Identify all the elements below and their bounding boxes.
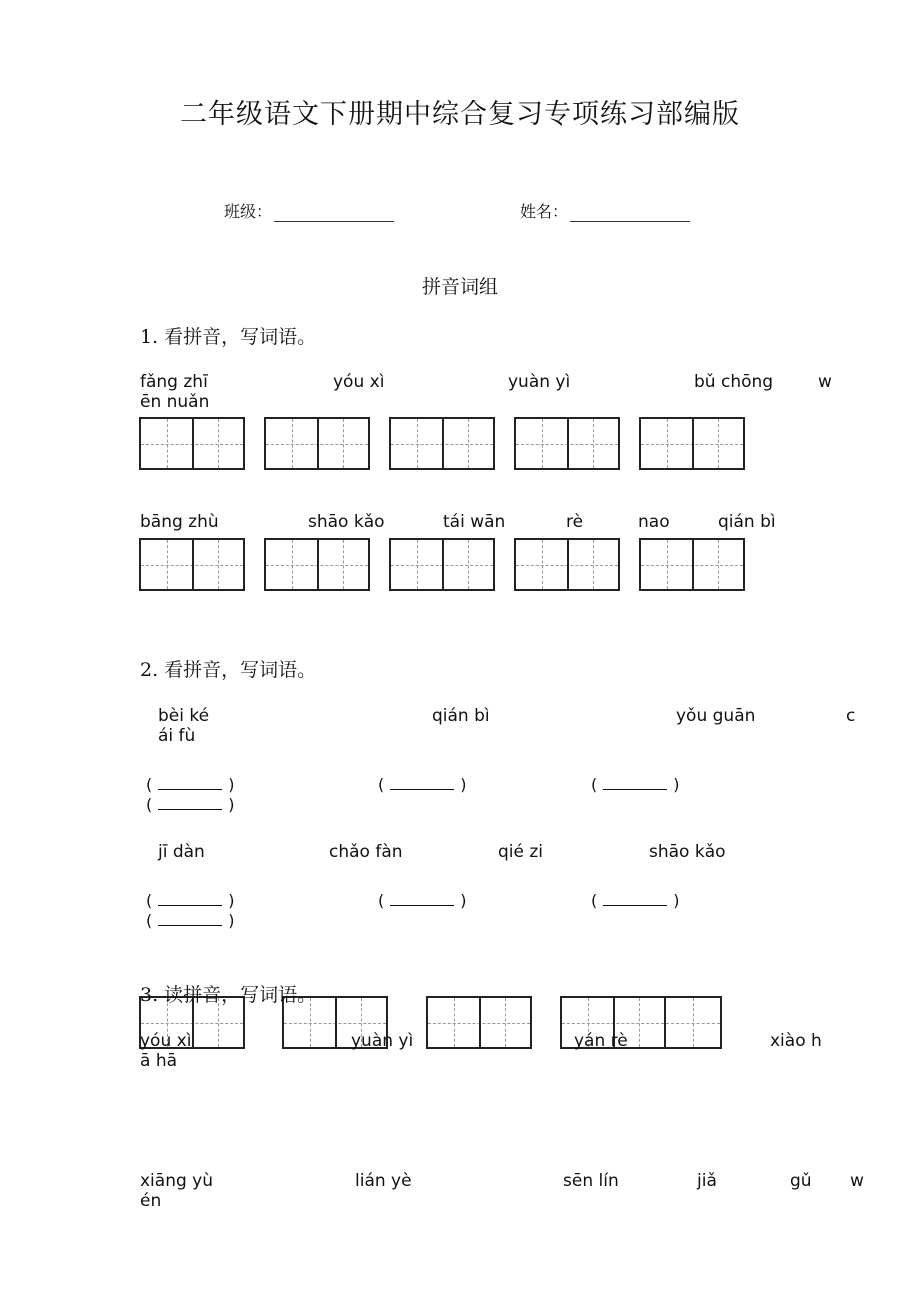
pinyin-item: yóu xì bbox=[333, 372, 385, 392]
pinyin-item: qián bì bbox=[718, 512, 776, 532]
pinyin-item: shāo kǎo bbox=[649, 842, 726, 862]
pinyin-item: rè bbox=[566, 512, 584, 532]
answer-blank[interactable]: ( ) bbox=[146, 911, 235, 930]
section-title: 拼音词组 bbox=[421, 276, 498, 298]
answer-blank[interactable]: ( ) bbox=[591, 775, 680, 794]
page-title: 二年级语文下册期中综合复习专项练习部编版 bbox=[180, 99, 740, 130]
pinyin-item: sēn lín bbox=[563, 1171, 619, 1191]
answer-blank[interactable]: ( ) bbox=[378, 775, 467, 794]
pinyin-wrap-end: ā hā bbox=[140, 1051, 178, 1071]
class-label: 班级： bbox=[224, 202, 273, 221]
pinyin-wrap-start: c bbox=[846, 706, 856, 726]
pinyin-item: chǎo fàn bbox=[329, 842, 403, 862]
class-field bbox=[224, 199, 394, 222]
pinyin-wrap-end: ēn nuǎn bbox=[140, 392, 210, 412]
writing-box[interactable] bbox=[389, 417, 495, 470]
pinyin-item: bǔ chōng bbox=[694, 372, 774, 392]
writing-box-partial[interactable] bbox=[664, 996, 722, 1049]
writing-box[interactable] bbox=[264, 417, 370, 470]
writing-box[interactable] bbox=[389, 538, 495, 591]
pinyin-item: yuàn yì bbox=[351, 1031, 414, 1051]
pinyin-item: qié zi bbox=[498, 842, 544, 862]
pinyin-item: xiāng yù bbox=[140, 1171, 214, 1191]
pinyin-wrap-start: xiào h bbox=[770, 1031, 822, 1051]
pinyin-wrap-end: ái fù bbox=[158, 726, 196, 746]
pinyin-item: tái wān bbox=[443, 512, 506, 532]
pinyin-wrap-start: w bbox=[818, 372, 832, 392]
writing-box[interactable] bbox=[264, 538, 370, 591]
name-label: 姓名： bbox=[520, 202, 569, 221]
q3-heading: 3. 读拼音，写词语。 bbox=[140, 984, 317, 1006]
pinyin-item: bèi ké bbox=[158, 706, 210, 726]
answer-blank[interactable]: ( ) bbox=[146, 775, 235, 794]
answer-blank[interactable]: ( ) bbox=[378, 891, 467, 910]
pinyin-wrap-end: én bbox=[140, 1191, 162, 1211]
pinyin-item: fǎng zhī bbox=[140, 372, 208, 392]
name-field bbox=[520, 199, 690, 222]
answer-blank[interactable]: ( ) bbox=[146, 795, 235, 814]
writing-box[interactable] bbox=[426, 996, 532, 1049]
pinyin-wrap-start: w bbox=[850, 1171, 864, 1191]
pinyin-item: yán rè bbox=[574, 1031, 628, 1051]
pinyin-item: shāo kǎo bbox=[308, 512, 385, 532]
pinyin-item: yǒu guān bbox=[676, 706, 756, 726]
writing-box[interactable] bbox=[514, 417, 620, 470]
pinyin-item: lián yè bbox=[355, 1171, 412, 1191]
q2-heading: 2. 看拼音，写词语。 bbox=[140, 659, 317, 681]
writing-box[interactable] bbox=[139, 538, 245, 591]
pinyin-item: gǔ bbox=[790, 1171, 812, 1191]
q1-heading: 1. 看拼音，写词语。 bbox=[140, 326, 317, 348]
pinyin-item: jī dàn bbox=[158, 842, 205, 862]
writing-box[interactable] bbox=[139, 417, 245, 470]
writing-box[interactable] bbox=[514, 538, 620, 591]
answer-blank[interactable]: ( ) bbox=[591, 891, 680, 910]
writing-box[interactable] bbox=[639, 538, 745, 591]
pinyin-item: yóu xì bbox=[140, 1031, 192, 1051]
pinyin-item: jiǎ bbox=[697, 1171, 717, 1191]
pinyin-item: nao bbox=[638, 512, 670, 532]
class-input-line[interactable] bbox=[274, 205, 394, 222]
answer-blank[interactable]: ( ) bbox=[146, 891, 235, 910]
name-input-line[interactable] bbox=[570, 205, 690, 222]
pinyin-item: bāng zhù bbox=[140, 512, 219, 532]
writing-box[interactable] bbox=[639, 417, 745, 470]
pinyin-item: yuàn yì bbox=[508, 372, 571, 392]
pinyin-item: qián bì bbox=[432, 706, 490, 726]
